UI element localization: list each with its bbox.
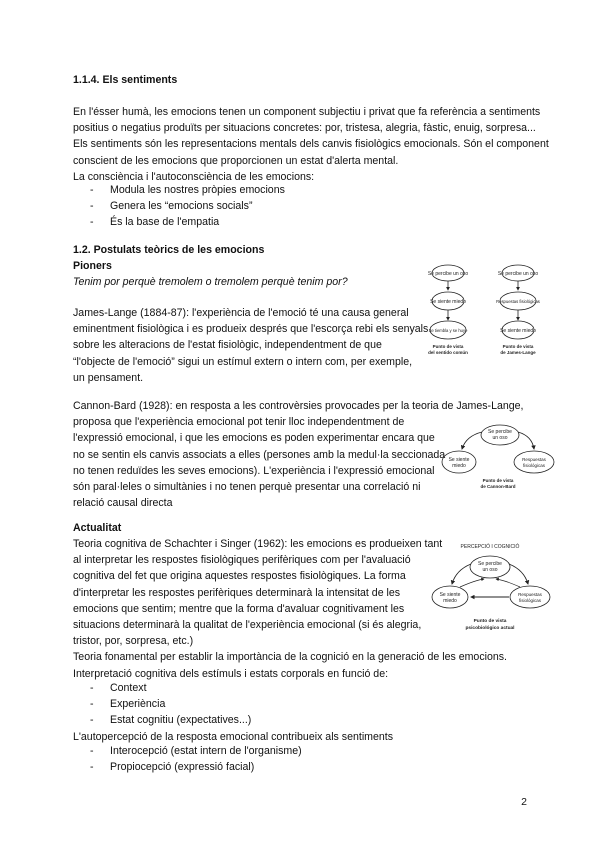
intro-paragraph [73, 104, 549, 185]
actualitat-title: Actualitat [73, 522, 122, 534]
list-item: - Genera les “emocions socials” [90, 200, 253, 212]
diagram-caption: Punto de vista [432, 344, 464, 349]
diagram-node-label: Respuestas [522, 457, 546, 462]
text-line: proposa que l'experiència emocional pot tenir lloc independentment de [73, 416, 405, 429]
text-line: sobre les alteracions de l'estat fisiològic, independentment de que [73, 339, 382, 352]
diagram-caption: Punto de vista [473, 619, 507, 624]
section-title: 1.1.4. Els sentiments [73, 74, 178, 86]
page-number: 2 [521, 796, 527, 808]
text-line: Els sentiments són les representacions mentals dels canvis fisiològics emocionals. Són el component [73, 138, 549, 151]
autoperception-line: L'autopercepció de la resposta emocional contribueix als sentiments [73, 731, 394, 743]
diagram-node-label: fisiológicas [518, 598, 542, 603]
diagram-node-label: Se percibe un oso [497, 271, 539, 277]
text-line: són paral·leles o simultànies i no tenen perquè presentar una correlació ni [73, 481, 421, 494]
list-item: - Propiocepció (expressió facial) [90, 761, 255, 773]
diagram-node-label: miedo [443, 598, 457, 604]
text-line: “l'objecte de l'emoció” sigui un estímul extern o intern com, per exemple, [73, 355, 413, 368]
text-line: En l'ésser humà, les emocions tenen un component subjectiu i privat que fa referència a sentiments [73, 106, 541, 118]
diagram-caption: del sentido común [428, 350, 468, 355]
text-line: tristor, por, sorpresa, etc.) [73, 635, 194, 648]
pioneers-question: Tenim por perquè tremolem o tremolem perquè tenim por? [73, 276, 348, 288]
diagram-node-label: Se siente [439, 592, 461, 598]
diagram-node-label: Respuestas fisiológicas [496, 299, 540, 304]
cannon-bard-diagram [438, 418, 556, 500]
diagram-node-label: Se siente miedo [430, 299, 466, 305]
text-line: relació causal directa [73, 497, 173, 510]
diagram-node-label: Se siente miedo [500, 328, 536, 334]
text-line: no se sentin els canvis associats a elles (persones amb la medul·la seccionada [73, 448, 446, 461]
list-item: - Modula les nostres pròpies emocions [90, 184, 285, 196]
text-line: cognitiva del fet que origina aquestes respostes fisiològiques. La forma [73, 570, 406, 583]
diagram-caption: de James-Lange [500, 350, 536, 355]
list-item: - Experiència [90, 698, 166, 710]
diagram-header: PERCEPCIÓ I COGNICIÓ [460, 544, 520, 550]
text-line: emocions que sentim; mentre que la forma d'avaluar cognitivament les [73, 602, 405, 615]
diagram-caption: Punto de vista [482, 478, 514, 483]
diagram-node-label: Se percibe [488, 429, 512, 435]
diagram-node-label: un oso [482, 567, 498, 573]
diagram-node-label: Se percibe un oso [427, 271, 469, 277]
text-line: Cannon-Bard (1928): en resposta a les controvèrsies provocades per la teoria de James-Lange, [73, 400, 524, 412]
text-line: no tenen reduïdes les seves emocions). L'experiència i l'expressió emocional [73, 464, 435, 477]
diagram-node-label: miedo [452, 463, 466, 469]
text-line: un pensament. [73, 371, 144, 384]
list-item: - Context [90, 682, 147, 694]
section2-title: 1.2. Postulats teòrics de les emocions [73, 244, 265, 256]
diagram-node-label: Se siente [448, 457, 470, 463]
text-line: conscient de les emocions que proporcionen un estat d'alerta mental. [73, 154, 399, 167]
list-item: - Interocepció (estat intern de l'organisme) [90, 745, 302, 757]
diagram-node-label: Se percibe [478, 561, 502, 567]
psychobiological-diagram [426, 540, 556, 638]
text-line: James-Lange (1884-87): l'experiència de l'emoció té una causa general [73, 307, 409, 319]
james-lange-diagram [426, 262, 556, 362]
text-line: al interpretar les respostes fisiològiques perifèriques com per l'avaluació [73, 554, 411, 567]
text-line: Teoria fonamental per establir la importància de la cognició en la generació de les emocions. [73, 651, 508, 664]
text-line: positius o negatius produïts per situacions concretes: por, tristesa, alegria, fàstic, enuig, sorpresa... [73, 122, 536, 135]
text-line: d'interpretar les respostes perifèriques determinarà la intensitat de les [73, 586, 401, 599]
list-item: - Estat cognitiu (expectatives...) [90, 714, 252, 726]
text-line: l'expressió emocional, i que les emocions es poden experimentar encara que [73, 432, 435, 445]
diagram-node-label: Se tiembla y se huye [428, 328, 468, 333]
diagram-caption: psicobiológico actual [465, 626, 515, 631]
text-line: situacions determinarà la qualitat de l'experiència emocional (si és alegria, [73, 619, 422, 632]
text-line: eminentment fisiològica i es produeix després que l'escorça rebi els senyals [73, 323, 429, 336]
text-line: Teoria cognitiva de Schachter i Singer (1962): les emocions es produeixen tant [73, 538, 443, 550]
list-item: - És la base de l'empatia [90, 216, 220, 228]
james-lange-paragraph [73, 305, 428, 386]
pioneers-title: Pioners [73, 260, 112, 272]
diagram-caption: Punto de vista [502, 344, 534, 349]
text-line: La consciència i l'autoconsciència de les emocions: [73, 170, 315, 183]
diagram-caption: de Cannon-Bard [480, 484, 516, 489]
diagram-node-label: fisiológicas [522, 463, 546, 468]
text-line: Interpretació cognitiva dels estímuls i estats corporals en funció de: [73, 667, 389, 680]
diagram-node-label: Respuestas [518, 592, 542, 597]
diagram-node-label: un oso [492, 435, 508, 441]
